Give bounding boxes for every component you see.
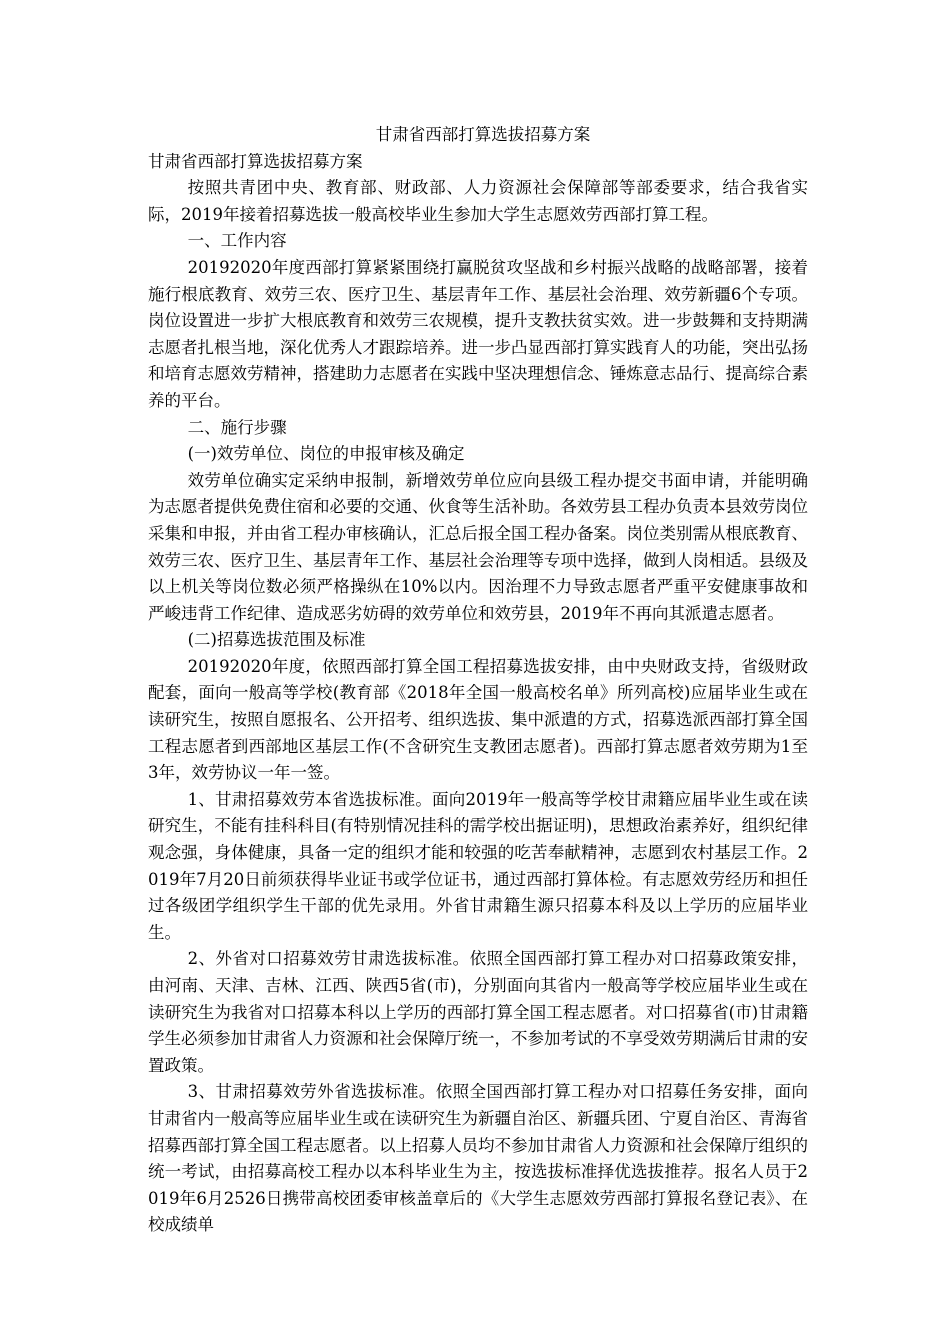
document-page bbox=[148, 122, 808, 1239]
body-paragraph: 20192020年度西部打算紧紧围绕打赢脱贫攻坚战和乡村振兴战略的战略部署，接着施行根底教育、效劳三农、医疗卫生、基层青年工作、基层社会治理、效劳新疆6个专项。岗位设置进一步扩大根底教育和效劳三农规模，提升支教扶贫实效。进一步鼓舞和支持期满志愿者扎根当地，深化优秀人才跟踪培养。进一步凸显西部打算实践育人的功能，突出弘扬和培育志愿效劳精神，搭建助力志愿者在实践中坚决理想信念、锤炼意志品行、提高综合素养的平台。 bbox=[148, 257, 808, 410]
section-heading: (一)效劳单位、岗位的申报审核及确定 bbox=[187, 444, 465, 464]
body-paragraph: 3、甘肃招募效劳外省选拔标准。依照全国西部打算工程办对口招募任务安排，面向甘肃省内一般高等应届毕业生或在读研究生为新疆自治区、新疆兵团、宁夏自治区、青海省招募西部打算全国工程志愿者。以上招募人员均不参加甘肃省人力资源和社会保障厅组织的统一考试，由招募高校工程办以本科毕业生为主，按选拔标准择优选拔推荐。报名人员于2019年6月2526日携带高校团委审核盖章后的《大学生志愿效劳西部打算报名登记表》、在校成绩单 bbox=[148, 1082, 808, 1235]
section-heading: (二)招募选拔范围及标准 bbox=[187, 630, 366, 650]
document-title: 甘肃省西部打算选拔招募方案 bbox=[375, 125, 591, 144]
document-subtitle: 甘肃省西部打算选拔招募方案 bbox=[148, 151, 363, 171]
body-paragraph: 1、甘肃招募效劳本省选拔标准。面向2019年一般高等学校甘肃籍应届毕业生或在读研究生，不能有挂科科目(有特别情况挂科的需学校出据证明)，思想政治素养好，组织纪律观念强，身体健康，具备一定的组织才能和较强的吃苦奉献精神，志愿到农村基层工作。2019年7月20日前须获得毕业证书或学位证书，通过西部打算体检。有志愿效劳经历和担任过各级团学组织学生干部的优先录用。外省甘肃籍生源只招募本科及以上学历的应届毕业生。 bbox=[148, 789, 808, 942]
body-paragraph: 效劳单位确实定采纳申报制，新增效劳单位应向县级工程办提交书面申请，并能明确为志愿者提供免费住宿和必要的交通、伙食等生活补助。各效劳县工程办负责本县效劳岗位采集和申报，并由省工程办审核确认，汇总后报全国工程办备案。岗位类别需从根底教育、效劳三农、医疗卫生、基层青年工作、基层社会治理等专项中选择，做到人岗相适。县级及以上机关等岗位数必须严格操纵在10%以内。因治理不力导致志愿者严重平安健康事故和严峻违背工作纪律、造成恶劣妨碍的效劳单位和效劳县，2019年不再向其派遣志愿者。 bbox=[148, 470, 808, 623]
body-paragraph: 2、外省对口招募效劳甘肃选拔标准。依照全国西部打算工程办对口招募政策安排，由河南、天津、吉林、江西、陕西5省(市)，分别面向其省内一般高等学校应届毕业生或在读研究生为我省对口招募本科以上学历的西部打算全国工程志愿者。对口招募省(市)甘肃籍学生必须参加甘肃省人力资源和社会保障厅统一，不参加考试的不享受效劳期满后甘肃的安置政策。 bbox=[148, 949, 808, 1075]
body-paragraph: 按照共青团中央、教育部、财政部、人力资源社会保障部等部委要求，结合我省实际，2019年接着招募选拔一般高校毕业生参加大学生志愿效劳西部打算工程。 bbox=[148, 178, 808, 224]
document-body bbox=[148, 175, 808, 1239]
section-heading: 一、工作内容 bbox=[187, 231, 287, 251]
section-heading: 二、施行步骤 bbox=[187, 417, 287, 437]
body-paragraph: 20192020年度，依照西部打算全国工程招募选拔安排，由中央财政支持，省级财政配套，面向一般高等学校(教育部《2018年全国一般高校名单》所列高校)应届毕业生或在读研究生，按照自愿报名、公开招考、组织选拔、集中派遣的方式，招募选派西部打算全国工程志愿者到西部地区基层工作(不含研究生支教团志愿者)。西部打算志愿者效劳期为1至3年，效劳协议一年一签。 bbox=[148, 656, 808, 783]
